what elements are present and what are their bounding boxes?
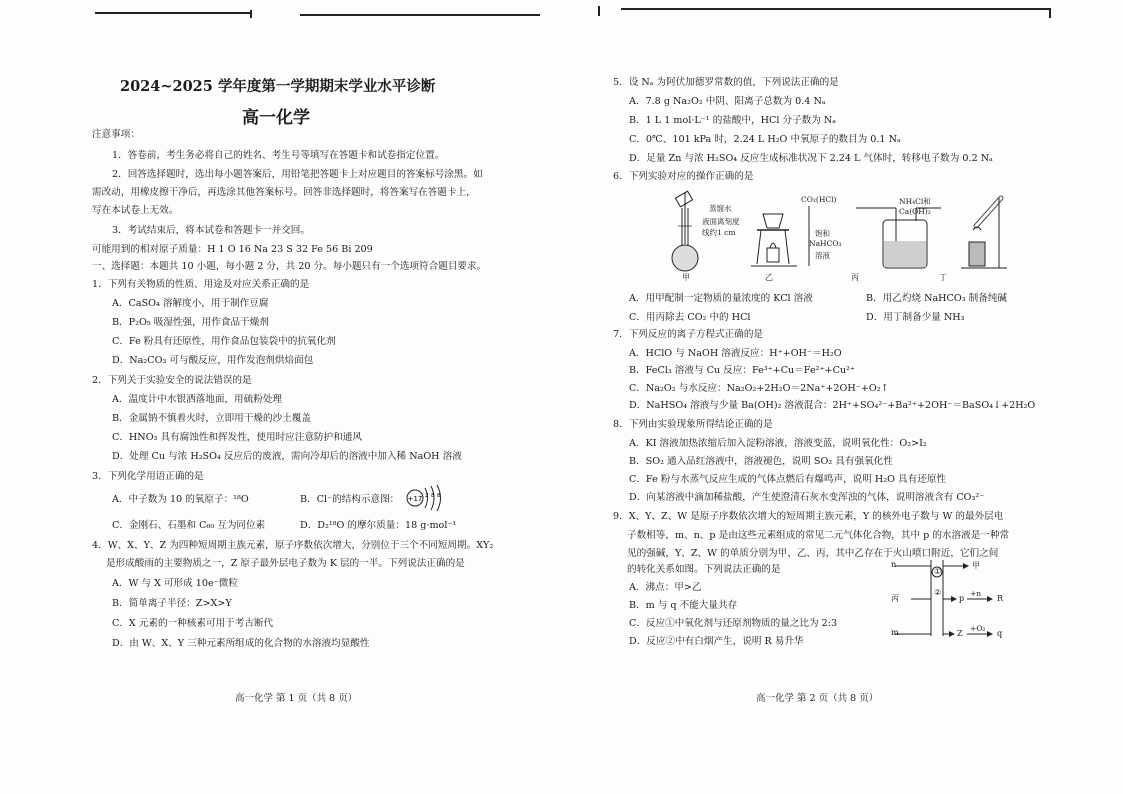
figure-caption: 乙 — [765, 273, 773, 282]
nucleus-label: +17 — [407, 495, 423, 503]
figure-label: Ca(OH)₂ — [899, 207, 931, 216]
question-stem: 子数相等，m、n、p 是由这些元素组成的常见二元气体化合物，其中 p 的水溶液是一种常 — [627, 530, 1010, 541]
diagram-label: ① — [934, 567, 942, 576]
diagram-label: R — [997, 594, 1004, 603]
figure-label: 溶液 — [815, 251, 830, 260]
option: D．NaHSO₄ 溶液与少量 Ba(OH)₂ 溶液混合：2H⁺+SO₄²⁻+Ba²⁺+2OH⁻＝BaSO₄↓+2H₂O — [629, 400, 1036, 411]
option: C．Na₂O₂ 与水反应：Na₂O₂+2H₂O＝2Na⁺+2OH⁻+O₂↑ — [629, 383, 889, 394]
top-border-line — [95, 12, 250, 14]
atomic-masses: 可能用到的相对原子质量：H 1 O 16 Na 23 S 32 Fe 56 Bi 209 — [92, 244, 373, 255]
option: C．X 元素的一种核素可用于考古断代 — [112, 618, 274, 629]
volumetric-flask-apparatus — [672, 191, 698, 271]
option: D．用丁制备少量 NH₃ — [866, 312, 965, 323]
option: D．反应②中有白烟产生，说明 R 易升华 — [629, 636, 804, 647]
diagram-label: p — [959, 594, 965, 603]
question-stem: 3．下列化学用语正确的是 — [92, 471, 204, 482]
top-border-line — [300, 14, 540, 16]
option: D．处理 Cu 与浓 H₂SO₄ 反应后的废液，需向冷却后的溶液中加入稀 NaOH 溶液 — [112, 451, 462, 462]
option: A．中子数为 10 的氧原子：¹⁸O — [112, 494, 249, 505]
option: B．简单离子半径：Z>X>Y — [112, 598, 232, 609]
question-stem: 6．下列实验对应的操作正确的是 — [613, 171, 754, 182]
figure-label: 蒸馏水 — [709, 204, 732, 213]
figure-label: CO₂(HCl) — [801, 195, 837, 204]
figure-label: NaHCO₃ — [809, 239, 842, 248]
option: A．7.8 g Na₂O₂ 中阴、阳离子总数为 0.4 Nₐ — [629, 96, 826, 107]
diagram-label: +n — [970, 589, 982, 598]
subject-title: 高一化学 — [242, 108, 310, 128]
option: B．m 与 q 不能大量共存 — [629, 600, 738, 611]
shell-electron-count: 8 — [431, 493, 435, 499]
figure-label: 饱和 — [815, 229, 830, 238]
question-stem: 9．X、Y、Z、W 是原子序数依次增大的短周期主族元素，Y 的核外电子数与 W 的最外层电 — [613, 511, 1004, 522]
diagram-label: m — [891, 628, 899, 637]
option: C．Fe 粉具有还原性，用作食品包装袋中的抗氧化剂 — [112, 336, 336, 347]
option: B．Cl⁻的结构示意图： — [300, 494, 400, 505]
option: C．0℃、101 kPa 时，2.24 L H₂O 中氧原子的数目为 0.1 Nₐ — [629, 134, 901, 145]
section-heading: 一、选择题：本题共 10 小题，每小题 2 分，共 20 分。每小题只有一个选项符合题目要求。 — [92, 261, 487, 272]
question-stem: 7．下列反应的离子方程式正确的是 — [613, 329, 764, 340]
option: A．HClO 与 NaOH 溶液反应：H⁺+OH⁻＝H₂O — [629, 348, 842, 359]
option: A．用甲配制一定物质的量浓度的 KCl 溶液 — [629, 293, 813, 304]
figure-caption: 丙 — [851, 273, 859, 282]
left-page — [0, 0, 561, 794]
chloride-ion-structure-diagram — [403, 482, 445, 514]
top-border-tick — [250, 10, 252, 18]
notice-line: 1．答卷前，考生务必将自己的姓名、考生号等填写在答题卡和试卷指定位置。 — [112, 150, 445, 161]
option: A．KI 溶液加热浓缩后加入淀粉溶液，溶液变蓝，说明氧化性：O₂>I₂ — [629, 438, 927, 449]
figure-label: NH₄Cl和 — [899, 197, 931, 206]
diagram-label: 甲 — [972, 561, 980, 570]
question-stem: 的转化关系如图。下列说法正确的是 — [627, 564, 781, 575]
question-stem: 4．W、X、Y、Z 为四种短周期主族元素，原子序数依次增大，分别位于三个不同短周期。XY₂ — [92, 540, 494, 551]
option: C．用丙除去 CO₂ 中的 HCl — [629, 312, 751, 323]
notice-heading: 注意事项： — [92, 129, 140, 140]
question-stem: 1．下列有关物质的性质、用途及对应关系正确的是 — [92, 279, 310, 290]
option: B．用乙灼烧 NaHCO₃ 制备纯碱 — [866, 293, 1008, 304]
notice-line: 写在本试卷上无效。 — [92, 205, 179, 216]
option: A．沸点：甲>乙 — [629, 582, 702, 593]
diagram-label: 丙 — [891, 594, 899, 603]
figure-label: 线约1 cm — [702, 228, 736, 237]
diagram-label: Z — [957, 629, 963, 638]
top-border-tick — [598, 6, 600, 16]
option: B．FeCl₃ 溶液与 Cu 反应：Fe³⁺+Cu＝Fe²⁺+Cu²⁺ — [629, 365, 855, 376]
option: D．由 W、X、Y 三种元素所组成的化合物的水溶液均显酸性 — [112, 638, 370, 649]
option: C．HNO₃ 具有腐蚀性和挥发性，使用时应注意防护和通风 — [112, 432, 362, 443]
option: B．SO₂ 通入品红溶液中，溶液褪色，说明 SO₂ 具有强氧化性 — [629, 456, 893, 467]
figure-label: 液面离刻度 — [702, 217, 740, 226]
option: A．温度计中水银洒落地面，用硫粉处理 — [112, 394, 283, 405]
option: B．金属钠不慎着火时，立即用干燥的沙土覆盖 — [112, 413, 311, 424]
question-stem: 2．下列关于实验安全的说法错误的是 — [92, 375, 252, 386]
test-tube-heating-apparatus — [961, 198, 1007, 268]
option: C．金刚石、石墨和 C₆₀ 互为同位素 — [112, 520, 266, 531]
heating-apparatus — [751, 206, 809, 266]
figure-caption: 丁 — [939, 273, 947, 282]
top-border-tick — [1049, 8, 1051, 18]
option: D．Na₂CO₃ 可与酸反应，用作发泡剂烘焙面包 — [112, 355, 314, 366]
option: A．W 与 X 可形成 10e⁻微粒 — [112, 578, 238, 589]
diagram-label: n — [891, 560, 897, 569]
shell-electron-count: 2 — [425, 493, 429, 499]
option: D．D₂¹⁸O 的摩尔质量：18 g·mol⁻¹ — [300, 520, 457, 531]
page-footer: 高一化学 第 2 页（共 8 页） — [756, 693, 879, 704]
question-stem: 是形成酸雨的主要物质之一，Z 原子最外层电子数为 K 层的一半。下列说法正确的是 — [106, 558, 465, 569]
top-border-line — [621, 8, 1049, 10]
notice-line: 需改动，用橡皮擦干净后，再选涂其他答案标号。回答非选择题时，将答案写在答题卡上， — [92, 187, 476, 198]
option: D．向某溶液中滴加稀盐酸，产生使澄清石灰水变浑浊的气体，说明溶液含有 CO₃²⁻ — [629, 492, 985, 503]
option: C．Fe 粉与水蒸气反应生成的气体点燃后有爆鸣声，说明 H₂O 具有还原性 — [629, 474, 947, 485]
transformation-diagram — [883, 558, 1013, 642]
option: B．1 L 1 mol·L⁻¹ 的盐酸中，HCl 分子数为 Nₐ — [629, 115, 837, 126]
gas-washing-bottle-apparatus — [856, 208, 941, 268]
option: C．反应①中氧化剂与还原剂物质的量之比为 2:3 — [629, 618, 838, 629]
shell-electron-count: 8 — [437, 493, 441, 499]
page-footer: 高一化学 第 1 页（共 8 页） — [235, 693, 358, 704]
right-page — [561, 0, 1123, 794]
exam-title: 2024~2025 学年度第一学期期末学业水平诊断 — [120, 78, 436, 95]
diagram-label: q — [997, 629, 1003, 638]
option: A．CaSO₄ 溶解度小，用于制作豆腐 — [112, 298, 269, 309]
figure-caption: 甲 — [682, 273, 690, 282]
notice-line: 2．回答选择题时，选出每小题答案后，用铅笔把答题卡上对应题目的答案标号涂黑。如 — [112, 169, 483, 180]
question-stem: 5．设 Nₐ 为阿伏加德罗常数的值，下列说法正确的是 — [613, 77, 839, 88]
diagram-label: ② — [934, 588, 942, 597]
question-stem: 8．下列由实验现象所得结论正确的是 — [613, 419, 773, 430]
question-stem: 见的强碱，Y、Z、W 的单质分别为甲、乙、丙，其中乙存在于火山喷口附近，它们之间 — [627, 548, 999, 559]
notice-line: 3．考试结束后，将本试卷和答题卡一并交回。 — [112, 225, 310, 236]
option: D．足量 Zn 与浓 H₂SO₄ 反应生成标准状况下 2.24 L 气体时，转移电子数为 0.2 Nₐ — [629, 153, 993, 164]
option: B．P₂O₅ 吸湿性强，用作食品干燥剂 — [112, 317, 269, 328]
diagram-label: +O₂ — [970, 624, 986, 633]
